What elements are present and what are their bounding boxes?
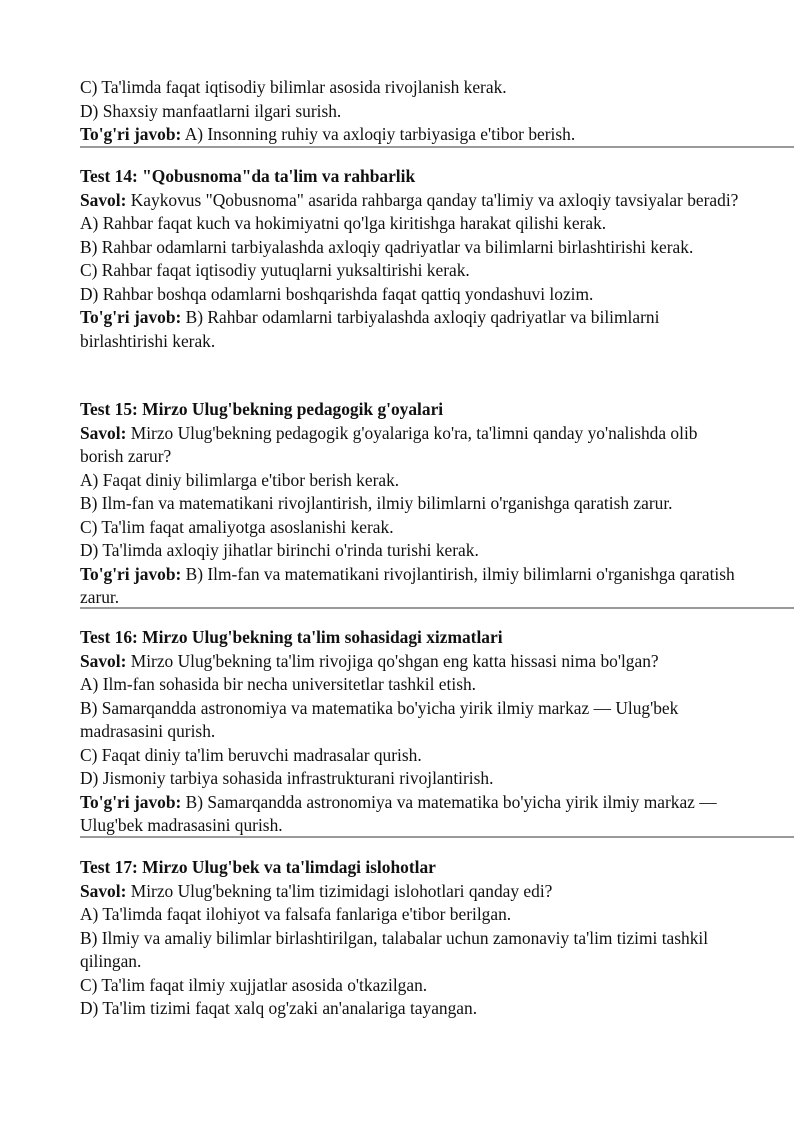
question [80,650,740,674]
option-a: A) Faqat diniy bilimlarga e'tibor berish kerak. [80,469,400,490]
answer-text: B) Rahbar odamlarni tarbiyalashda axloqiy qadriyatlar va bilimlarni birlashtirishi kerak. [80,307,660,351]
section-divider [80,146,794,148]
option-c: C) Ta'lim faqat amaliyotga asoslanishi kerak. [80,516,394,537]
prev-test-tail [80,76,740,147]
question-text: Kaykovus "Qobusnoma" asarida rahbarga qanday ta'limiy va axloqiy tavsiyalar beradi? [130,189,739,210]
option-d: D) Ta'limda axloqiy jihatlar birinchi o'rinda turishi kerak. [80,540,479,560]
answer-text: B) Samarqandda astronomiya va matematika bo'yicha yirik ilmiy markaz — Ulug'bek madrasasini qurish. [80,791,717,835]
answer-label: To'g'ri javob: [80,791,182,812]
question [80,422,740,469]
question-label: Savol: [80,422,127,443]
option-d: D) Jismoniy tarbiya sohasida infrastrukturani rivojlantirish. [80,768,494,788]
option-c: C) Ta'limda faqat iqtisodiy bilimlar asosida rivojlanish kerak. [80,77,507,97]
option-b: B) Samarqandda astronomiya va matematika bo'yicha yirik ilmiy markaz — Ulug'bek madrasasini qurish. [80,697,679,741]
section-divider [80,607,794,609]
test-15 [80,398,740,610]
correct-answer [80,563,740,610]
option-b: B) Ilmiy va amaliy bilimlar birlashtirilgan, talabalar uchun zamonaviy ta'lim tizimi tashkil qilingan. [80,927,709,971]
question [80,880,740,904]
test-title: Test 17: Mirzo Ulug'bek va ta'limdagi islohotlar [80,857,436,877]
test-17 [80,856,740,1021]
question-text: Mirzo Ulug'bekning pedagogik g'oyalariga ko'ra, ta'limni qanday yo'nalishda olib borish zarur? [80,422,698,466]
question-text: Mirzo Ulug'bekning ta'lim tizimidagi islohotlari qanday edi? [130,880,553,901]
correct-answer [80,791,740,838]
answer-label: To'g'ri javob: [80,307,182,327]
question-label: Savol: [80,650,127,671]
option-a: A) Ilm-fan sohasida bir necha universitetlar tashkil etish. [80,674,477,694]
option-d: D) Ta'lim tizimi faqat xalq og'zaki an'analariga tayangan. [80,998,478,1018]
question-label: Savol: [80,189,127,210]
answer-label: To'g'ri javob: [80,124,182,144]
section-divider [80,836,794,838]
option-c: C) Rahbar faqat iqtisodiy yutuqlarni yuksaltirishi kerak. [80,260,470,280]
correct-answer [80,306,740,353]
question-label: Savol: [80,880,127,901]
question-text: Mirzo Ulug'bekning ta'lim rivojiga qo'shgan eng katta hissasi nima bo'lgan? [130,650,659,671]
answer-text: B) Ilm-fan va matematikani rivojlantirish, ilmiy bilimlarni o'rganishga qaratish zarur. [80,563,735,607]
option-b: B) Ilm-fan va matematikani rivojlantirish, ilmiy bilimlarni o'rganishga qaratish zarur. [80,493,673,513]
correct-answer [80,123,740,147]
test-title: Test 14: "Qobusnoma"da ta'lim va rahbarlik [80,166,416,186]
test-title: Test 15: Mirzo Ulug'bekning pedagogik g'oyalari [80,399,444,419]
option-c: C) Ta'lim faqat ilmiy xujjatlar asosida o'tkazilgan. [80,974,428,995]
answer-text: A) Insonning ruhiy va axloqiy tarbiyasiga e'tibor berish. [184,124,576,144]
option-a: A) Rahbar faqat kuch va hokimiyatni qo'lga kiritishga harakat qilishi kerak. [80,213,607,233]
test-16 [80,626,740,838]
test-14 [80,165,740,353]
option-d: D) Rahbar boshqa odamlarni boshqarishda faqat qattiq yondashuvi lozim. [80,283,594,304]
test-title: Test 16: Mirzo Ulug'bekning ta'lim sohasidagi xizmatlari [80,627,503,647]
question [80,189,740,213]
option-d: D) Shaxsiy manfaatlarni ilgari surish. [80,100,342,121]
answer-label: To'g'ri javob: [80,563,182,584]
option-c: C) Faqat diniy ta'lim beruvchi madrasalar qurish. [80,744,422,765]
option-b: B) Rahbar odamlarni tarbiyalashda axloqiy qadriyatlar va bilimlarni birlashtirishi kerak. [80,236,694,257]
option-a: A) Ta'limda faqat ilohiyot va falsafa fanlariga e'tibor berilgan. [80,904,512,924]
